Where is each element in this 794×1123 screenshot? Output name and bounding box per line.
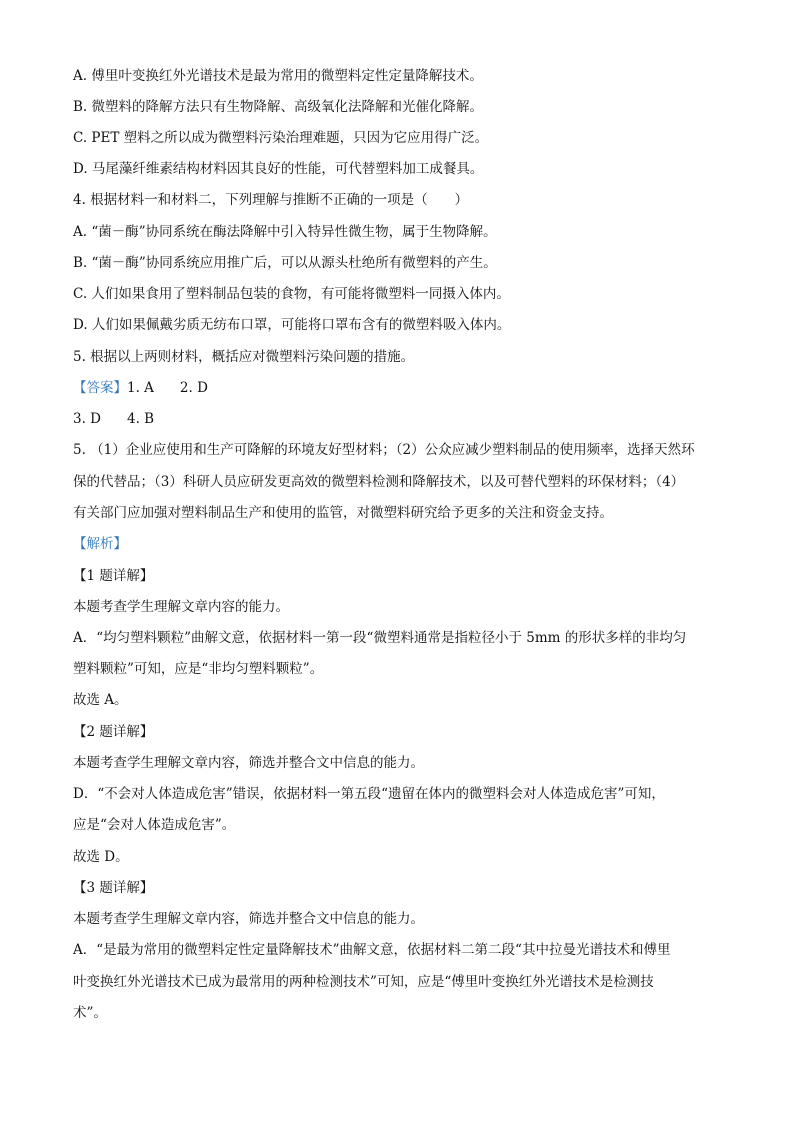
answer-4: 4. B — [127, 411, 155, 427]
detail-heading-3: 【3 题详解】 — [73, 880, 154, 896]
answer-line-1 — [73, 378, 733, 398]
analysis-text: 本题考查学生理解文章内容，筛选并整合文中信息的能力。 — [73, 755, 424, 771]
answer-5-line-3: 有关部门应加强对塑料制品生产和使用的监管，对微塑料研究给予更多的关注和资金支持。 — [73, 505, 613, 521]
option-b-q3: B. 微塑料的降解方法只有生物降解、高级氧化法降解和光催化降解。 — [73, 99, 484, 115]
question-4: 4. 根据材料一和材料二，下列理解与推断不正确的一项是（ ） — [73, 192, 469, 208]
analysis-text: 本题考查学生理解文章内容的能力。 — [73, 599, 289, 615]
analysis-text: D．“不会对人体造成危害”错误，依据材料一第五段“遗留在体内的微塑料会对人体造成危害”可知， — [73, 786, 665, 802]
answer-1: 1. A — [127, 380, 154, 396]
analysis-conclusion: 故选 D。 — [73, 849, 129, 865]
detail-heading-1: 【1 题详解】 — [73, 568, 154, 584]
option-c-q4: C. 人们如果食用了塑料制品包装的食物，有可能将微塑料一同摄入体内。 — [73, 286, 510, 302]
answer-2: 2. D — [179, 380, 208, 396]
answer-5-line-1: 5. （1）企业应使用和生产可降解的环境友好型材料；（2）公众应减少塑料制品的使用频率，选择天然环 — [73, 442, 695, 458]
analysis-text: A．“均匀塑料颗粒”曲解文意，依据材料一第一段“微塑料通常是指粒径小于 5mm 的形状多样的非均匀 — [73, 630, 687, 646]
answer-line-2 — [73, 409, 733, 429]
analysis-text: A．“是最为常用的微塑料定性定量降解技术”曲解文意，依据材料二第二段“其中拉曼光谱技术和傅里 — [73, 942, 671, 958]
analysis-text: 塑料颗粒”可知，应是“非均匀塑料颗粒”。 — [73, 661, 324, 677]
analysis-text: 术”。 — [73, 1005, 107, 1021]
analysis-text: 本题考查学生理解文章内容，筛选并整合文中信息的能力。 — [73, 911, 424, 927]
answer-3: 3. D — [73, 411, 101, 427]
analysis-conclusion: 故选 A。 — [73, 692, 128, 708]
option-d-q4: D. 人们如果佩戴劣质无纺布口罩，可能将口罩布含有的微塑料吸入体内。 — [73, 317, 511, 333]
option-a-q3: A. 傅里叶变换红外光谱技术是最为常用的微塑料定性定量降解技术。 — [73, 68, 483, 84]
option-c-q3: C. PET 塑料之所以成为微塑料污染治理难题，只因为它应用得广泛。 — [73, 130, 489, 146]
answer-5-line-2: 保的代替品；（3）科研人员应研发更高效的微塑料检测和降解技术，以及可替代塑料的环保材料；（4） — [73, 474, 685, 490]
analysis-label: 【解析】 — [73, 536, 127, 552]
analysis-text: 叶变换红外光谱技术已成为最常用的两种检测技术”可知，应是“傅里叶变换红外光谱技术是检测技 — [73, 974, 654, 990]
detail-heading-2: 【2 题详解】 — [73, 724, 154, 740]
question-5: 5. 根据以上两则材料，概括应对微塑料污染问题的措施。 — [73, 349, 415, 365]
option-d-q3: D. 马尾藻纤维素结构材料因其良好的性能，可代替塑料加工成餐具。 — [73, 161, 484, 177]
option-b-q4: B. “菌－酶”协同系统应用推广后，可以从源头杜绝所有微塑料的产生。 — [73, 255, 497, 271]
answer-label: 【答案】 — [73, 380, 127, 396]
analysis-text: 应是“会对人体造成危害”。 — [73, 817, 236, 833]
option-a-q4: A. “菌－酶”协同系统在酶法降解中引入特异性微生物，属于生物降解。 — [73, 224, 497, 240]
